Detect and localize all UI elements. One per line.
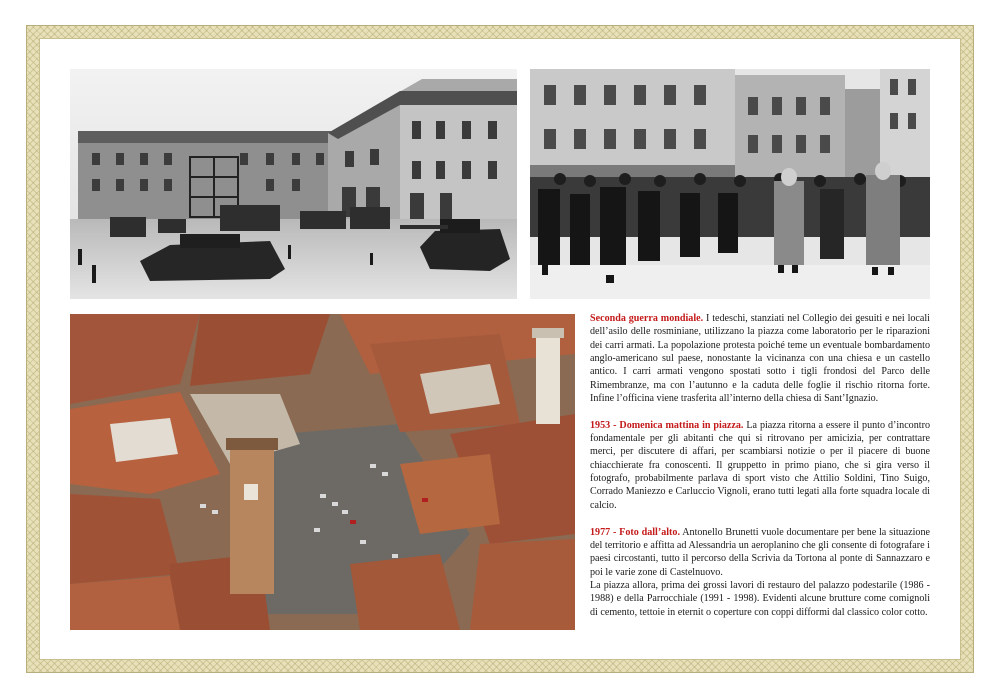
photo-sunday-crowd <box>530 69 930 299</box>
text-column <box>590 312 930 619</box>
body-aerial: Antonello Brunetti vuole documentare per bene la situazione del territorio e affitta ad Alessandria un aeroplanino che gli consente di fotografare i paesi circostanti, tutto il percorso della Scrivia da Tortona al ponte di Sannazzaro e poi le varie zone di Castelnuovo. <box>590 526 931 578</box>
heading-war: Seconda guerra mondiale. <box>590 313 704 324</box>
photo-aerial-view <box>70 314 575 630</box>
paragraph-war <box>590 312 930 405</box>
paragraph-sunday <box>590 419 930 512</box>
photo-tanks-in-square <box>70 69 517 299</box>
paragraph-aerial <box>590 526 930 579</box>
heading-sunday: 1953 - Domenica mattina in piazza. <box>590 419 744 431</box>
heading-aerial: 1977 - Foto dall’alto. <box>590 526 680 538</box>
body-sunday: La piazza ritorna a essere il punto d’incontro fondamentale per gli abitanti che qui si ritrovano per amicizia, per contrattare merci, per discutere di affari, per scambiarsi notizie o per il piacere di buone chiacchierate fra conoscenti. Il gruppetto in primo piano, che si gira verso il fotografo, probabilmente parlava di sport visto che Attilio Soldini, Tino Suigo, Corrado Maniezzo e Carluccio Vignoli, erano tutti legati alla forte squadra locale di calcio. <box>590 419 930 511</box>
paragraph-aerial-2: La piazza allora, prima dei grossi lavori di restauro del palazzo podestarile (1986 - 1988) e della Parrocchiale (1991 - 1998). Evidenti alcune brutture come comignoli di cemento, tettoie in eternit o coperture con coppi difformi dal classico color cotto. <box>590 579 930 618</box>
body-war: I tedeschi, stanziati nel Collegio dei gesuiti e nei locali dell’asilo delle rosminiane, utilizzano la piazza come laboratorio per le riparazioni dei carri armati. La popolazione protesta poiché teme un eventuale bombardamento anglo-americano sul paese, nonostante la vicinanza con una chiesa e un castello antico. I carri armati vengono spostati sotto i tigli frondosi del Parco delle Rimembranze, ma con l’autunno e la caduta delle foglie il rischio ritorna forte. Infine l’officina viene trasferita all’interno della chiesa di Sant’Ignazio. <box>590 313 930 405</box>
